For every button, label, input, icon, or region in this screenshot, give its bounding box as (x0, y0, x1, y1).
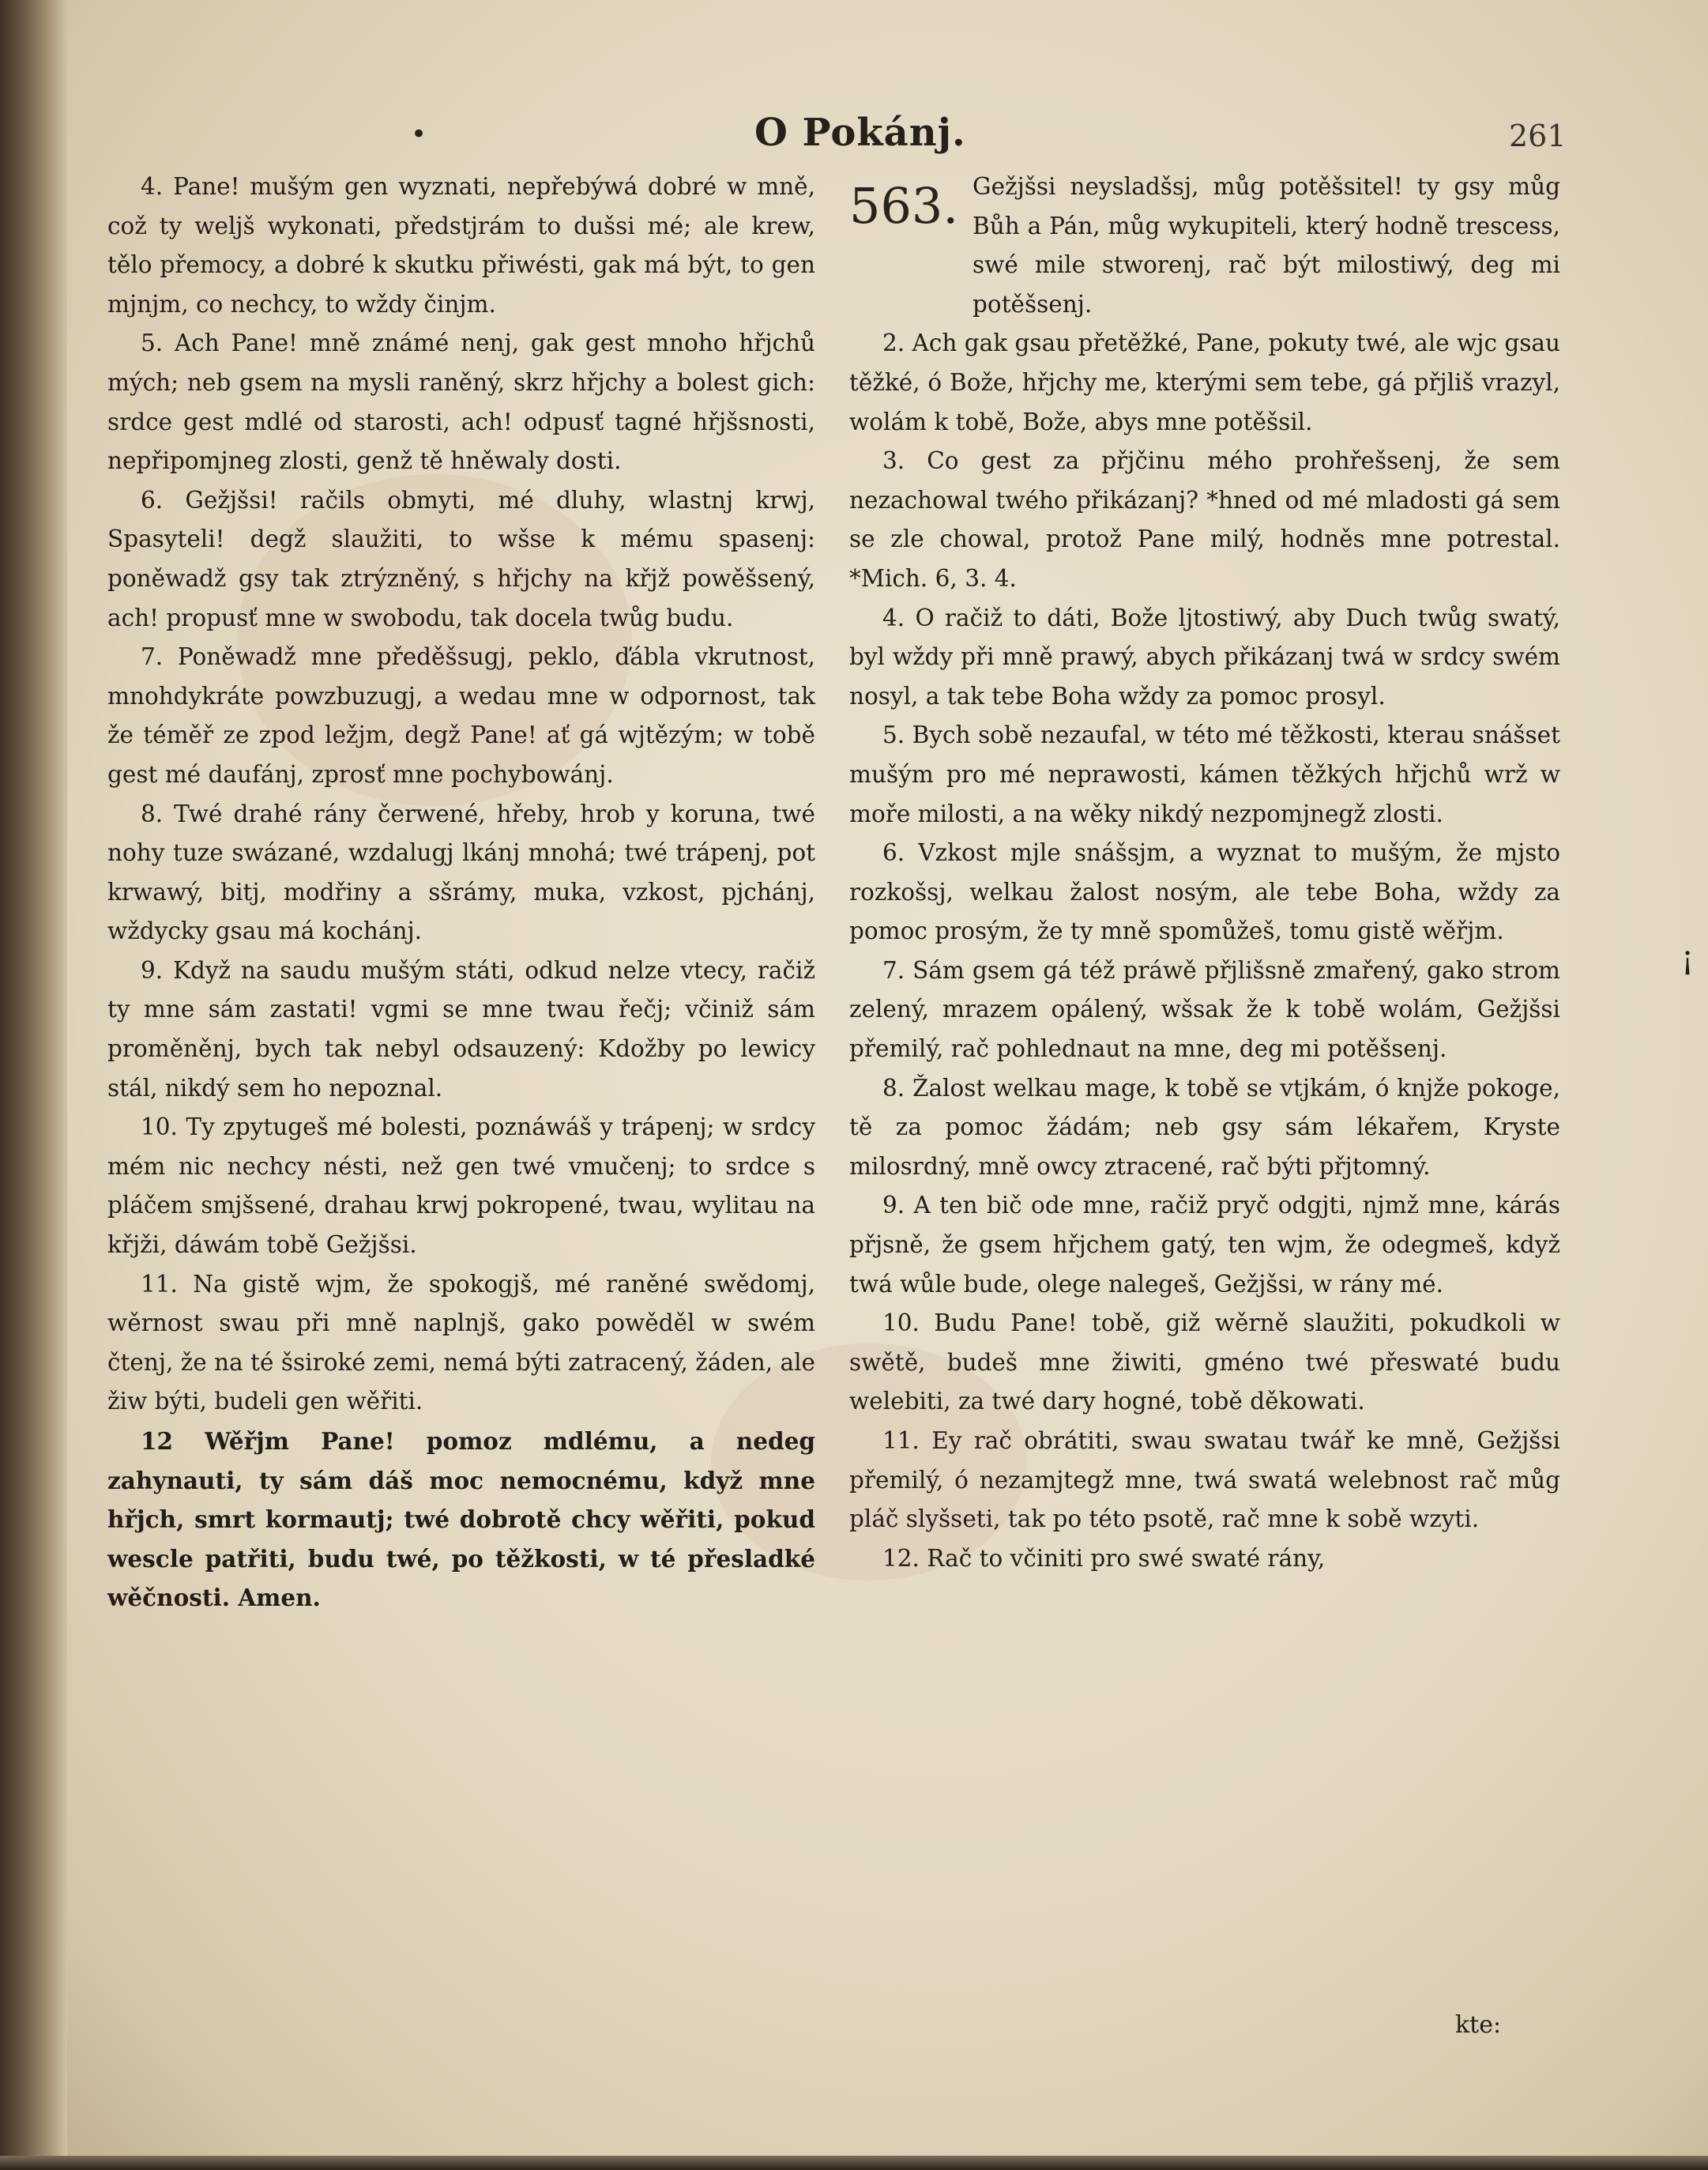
verse: 3. Co gest za přjčinu mého prohřešsenj, že sem nezachowal twého přikázanj? *hned od mé mladosti gá sem se zle chowal, protož Pane milý, hodněs mne potrestal. *Mich. 6, 3. 4. (849, 447, 1560, 592)
verse: 6. Vzkost mjle snášsjm, a wyznat to mušým, že mjsto rozkošsj, welkau žalost nosým, ale tebe Boha, wždy za pomoc prosým, že ty mně spomůžeš, tomu gistě wěřjm. (849, 839, 1560, 945)
hymn-number: 563. (849, 177, 959, 235)
page-bottom-edge (0, 2156, 1708, 2170)
verse: 12 Wěřjm Pane! pomoz mdlému, a nedeg zahynauti, ty sám dáš moc nemocnému, když mne hřjch, smrt kormautj; twé dobrotě chcy wěřiti, pokud wescle patřiti, budu twé, po těžkosti, w té přesladké wěčnosti. Amen. (107, 1427, 815, 1612)
verse: 12. Rač to včiniti pro swé swaté rány, (882, 1544, 1326, 1572)
verse: 6. Gežjšsi! račils obmyti, mé dluhy, wlastnj krwj, Spasyteli! degž slaužiti, to wšse k mému spasenj: poněwadž gsy tak ztrýzněný, s hřjchy na křjž powěšsený, ach! propusť mne w swobodu, tak docela twůg budu. (107, 486, 815, 631)
running-title: O Pokánj. (754, 111, 966, 155)
verse: 11. Ey rač obrátiti, swau swatau twář ke mně, Gežjšsi přemilý, ó nezamjtegž mne, twá swatá welebnost rač můg pláč slyšseti, tak po této psotě, rač mne k sobě wzyti. (849, 1427, 1560, 1533)
margin-mark: ¡ (1681, 940, 1695, 977)
verse: 2. Ach gak gsau přetěžké, Pane, pokuty twé, ale wjc gsau těžké, ó Bože, hřjchy me, kterými sem tebe, gá přjliš vrazyl, wolám k tobě, Bože, abys mne potěšsil. (849, 330, 1560, 435)
page-gutter (0, 0, 67, 2170)
verse: 4. O račiž to dáti, Bože ljtostiwý, aby Duch twůg swatý, byl wždy při mně prawý, abych přikázanj twá w srdcy swém nosyl, a tak tebe Boha wždy za pomoc prosyl. (849, 604, 1560, 710)
verse: 5. Ach Pane! mně známé nenj, gak gest mnoho hřjchů mých; neb gsem na mysli raněný, skrz hřjchy a bolest gich: srdce gest mdlé od starosti, ach! odpusť tagné hřjšsnosti, nepřipomjneg zlosti, genž tě hněwaly dosti. (107, 330, 815, 475)
verse: 7. Poněwadž mne předěšsugj, peklo, ďábla vkrutnost, mnohdykráte powzbuzugj, a wedau mne w odpornost, tak že téměř ze zpod ležjm, degž Pane! ať gá wjtězým; w tobě gest mé daufánj, zprosť mne pochybowánj. (107, 643, 815, 788)
right-column (849, 168, 1560, 1578)
verse: 9. Když na saudu mušým státi, odkud nelze vtecy, račiž ty mne sám zastati! vgmi se mne twau řečj; včiniž sám proměněnj, bych tak nebyl odsauzený: Kdožby po lewicy stál, nikdý sem ho nepoznal. (107, 956, 815, 1102)
verse: 7. Sám gsem gá též práwě přjlišsně zmařený, gako strom zelený, mrazem opálený, wšsak že k tobě wolám, Gežjšsi přemilý, rač pohlednaut na mne, deg mi potěšsenj. (849, 956, 1560, 1063)
verse: 9. A ten bič ode mne, račiž pryč odgjti, njmž mne, kárás přjsně, že gsem hřjchem gatý, ten wjm, že odegmeš, když twá wůle bude, olege nalegeš, Gežjšsi, w rány mé. (849, 1192, 1560, 1298)
verse: 5. Bych sobě nezaufal, w této mé těžkosti, kterau snášset mušým pro mé neprawosti, kámen těžkých hřjchů wrž w moře milosti, a na wěky nikdý nezpomjnegž zlosti. (849, 721, 1560, 827)
header-ornament-dot: • (411, 119, 427, 150)
verse: 10. Ty zpytugeš mé bolesti, poznáwáš y trápenj; w srdcy mém nic nechcy nésti, než gen twé vmučenj; to srdce s pláčem smjšsené, drahau krwj pokropené, twau, wylitau na křjži, dáwám tobě Gežjšsi. (107, 1113, 815, 1259)
catchword: kte: (1455, 2011, 1502, 2039)
verse: 11. Na gistě wjm, že spokogjš, mé raněné swědomj, wěrnost swau při mně naplnjš, gako powěděl w swém čtenj, že na té šsiroké zemi, nemá býti zatracený, žáden, ale žiw býti, budeli gen wěřiti. (107, 1270, 815, 1415)
hymn-heading (849, 168, 1560, 324)
verse: 4. Pane! mušým gen wyznati, nepřebýwá dobré w mně, což ty weljš wykonati, předstjrám to dušsi mé; ale krew, tělo přemocy, a dobré k skutku přiwésti, gak má být, to gen mjnjm, co nechcy, to wždy činjm. (107, 173, 815, 318)
verse: 10. Budu Pane! tobě, giž wěrně slaužiti, pokudkoli w swětě, budeš mne žiwiti, gméno twé přeswaté budu welebiti, za twé dary hogné, tobě děkowati. (849, 1309, 1560, 1415)
left-column (107, 168, 815, 1618)
page-number: 261 (1509, 119, 1567, 153)
verse: 8. Twé drahé rány čerwené, hřeby, hrob y koruna, twé nohy tuze swázané, wzdalugj lkánj mnohá; twé trápenj, pot krwawý, bitj, modřiny a sšrámy, muka, vzkost, pjchánj, wždycky gsau má kochánj. (107, 800, 815, 945)
hymn-first-verse: Gežjšsi neysladšsj, můg potěšsitel! ty gsy můg Bůh a Pán, můg wykupiteli, který hodně trescess, swé mile stworenj, rač být milostiwý, deg mi potěšsenj. (973, 173, 1560, 318)
verse: 8. Žalost welkau mage, k tobě se vtjkám, ó knjže pokoge, tě za pomoc žádám; neb gsy sám lékařem, Kryste milosrdný, mně owcy ztracené, rač býti přjtomný. (849, 1074, 1560, 1180)
